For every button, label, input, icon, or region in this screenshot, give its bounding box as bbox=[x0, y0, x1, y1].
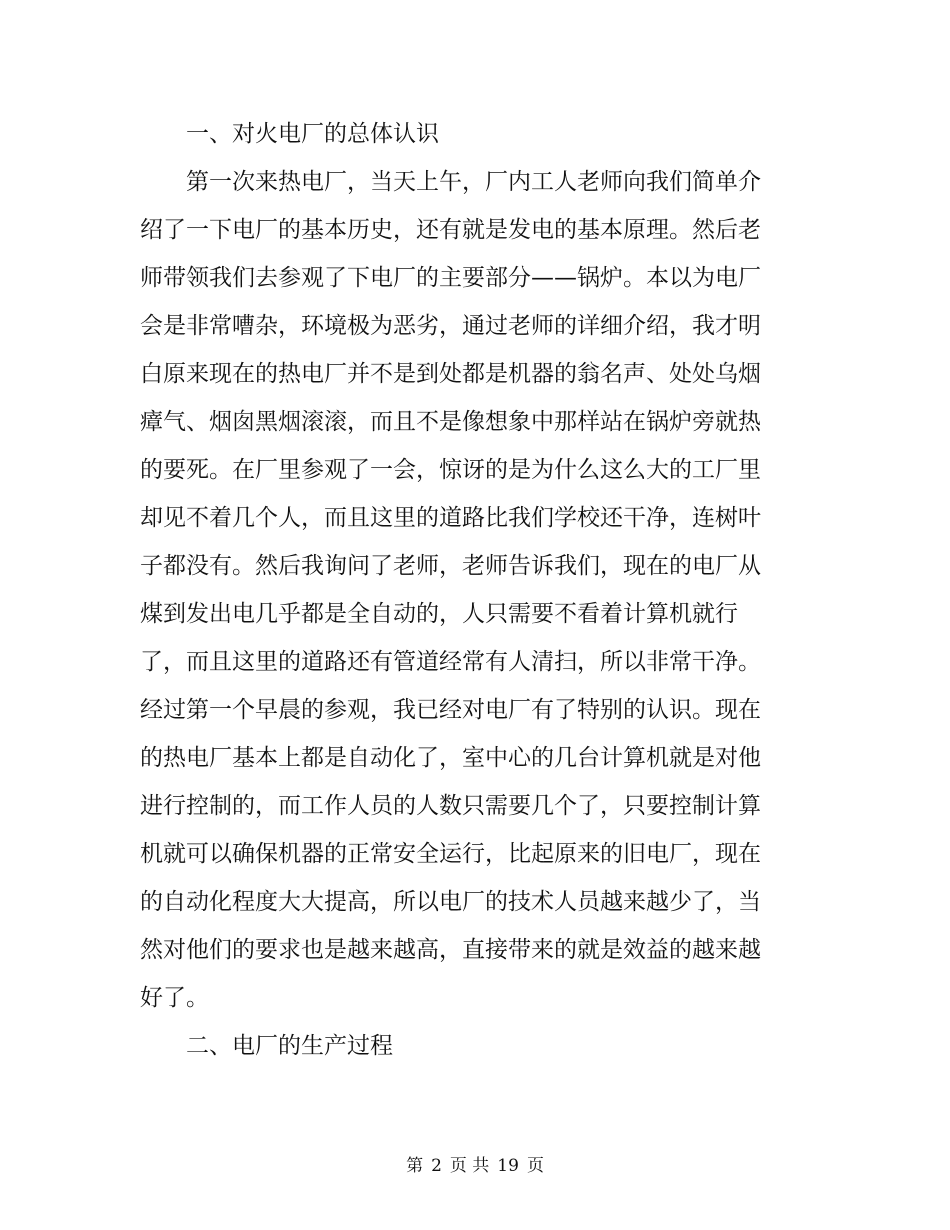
footer-middle: 页 共 bbox=[449, 1156, 490, 1176]
footer-suffix: 页 bbox=[526, 1156, 544, 1176]
paragraph-line: 好了。 bbox=[140, 985, 209, 1011]
paragraph-line: 煤到发出电几乎都是全自动的，人只需要不看着计算机就行 bbox=[140, 601, 738, 627]
paragraph-line: 第一次来热电厂，当天上午，厂内工人老师向我们简单介 bbox=[186, 169, 761, 195]
paragraph-line: 瘴气、烟囱黑烟滚滚，而且不是像想象中那样站在锅炉旁就热 bbox=[140, 409, 761, 435]
footer-current-page: 2 bbox=[431, 1156, 442, 1176]
footer-prefix: 第 bbox=[406, 1156, 424, 1176]
paragraph-line: 机就可以确保机器的正常安全运行，比起原来的旧电厂，现在 bbox=[140, 841, 761, 867]
paragraph-line: 会是非常嘈杂，环境极为恶劣，通过老师的详细介绍，我才明 bbox=[140, 313, 761, 339]
paragraph bbox=[140, 158, 761, 1022]
paragraph-line: 师带领我们去参观了下电厂的主要部分——锅炉。本以为电厂 bbox=[140, 265, 761, 291]
footer-total-pages: 19 bbox=[497, 1156, 519, 1176]
paragraph-line: 然对他们的要求也是越来越高，直接带来的就是效益的越来越 bbox=[140, 937, 761, 963]
paragraph-line: 绍了一下电厂的基本历史，还有就是发电的基本原理。然后老 bbox=[140, 217, 761, 243]
section-heading-1: 一、对火电厂的总体认识 bbox=[186, 121, 439, 147]
paragraph-line: 了，而且这里的道路还有管道经常有人清扫，所以非常干净。 bbox=[140, 649, 761, 675]
paragraph-line: 的热电厂基本上都是自动化了，室中心的几台计算机就是对他 bbox=[140, 745, 761, 771]
paragraph-line: 白原来现在的热电厂并不是到处都是机器的翁名声、处处乌烟 bbox=[140, 361, 761, 387]
page-footer bbox=[0, 1154, 950, 1178]
section-heading-2: 二、电厂的生产过程 bbox=[186, 1033, 393, 1059]
paragraph-line: 进行控制的，而工作人员的人数只需要几个了，只要控制计算 bbox=[140, 793, 761, 819]
paragraph-line: 的自动化程度大大提高，所以电厂的技术人员越来越少了，当 bbox=[140, 889, 761, 915]
document-body bbox=[140, 110, 761, 1070]
paragraph-line: 子都没有。然后我询问了老师，老师告诉我们，现在的电厂从 bbox=[140, 553, 761, 579]
paragraph-line: 的要死。在厂里参观了一会，惊讶的是为什么这么大的工厂里 bbox=[140, 457, 761, 483]
paragraph-line: 经过第一个早晨的参观，我已经对电厂有了特别的认识。现在 bbox=[140, 697, 761, 723]
paragraph-line: 却见不着几个人，而且这里的道路比我们学校还干净，连树叶 bbox=[140, 505, 761, 531]
